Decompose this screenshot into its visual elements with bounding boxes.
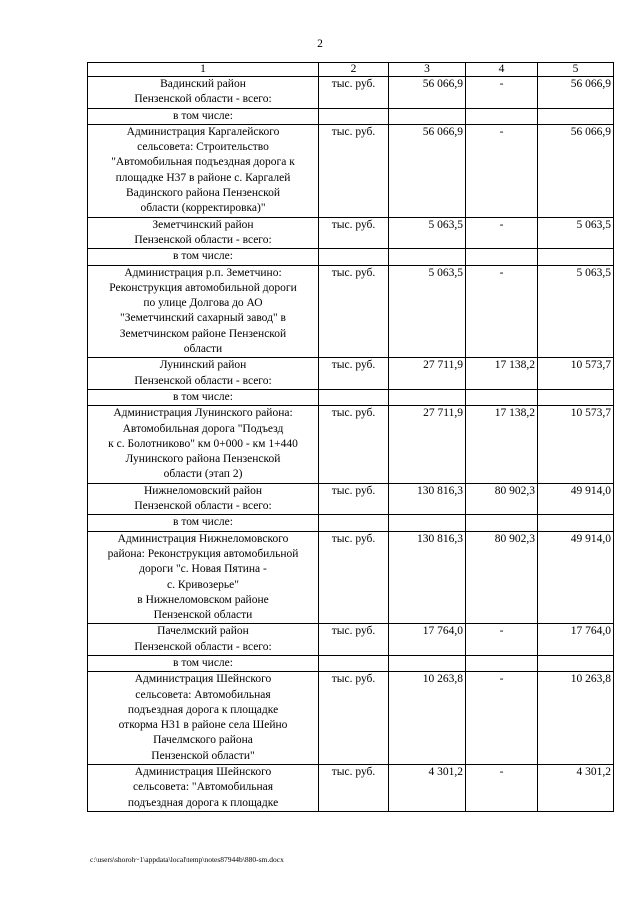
- value-col4: -: [466, 217, 538, 249]
- item-name: Администрация Нижнеломовского района: Реконструкция автомобильной дороги "с. Новая Пятина - с. Кривозерье" в Нижнеломовском районе Пензенской области: [88, 531, 319, 624]
- value-col5: 4 301,2: [538, 765, 614, 812]
- empty-cell: [319, 108, 389, 124]
- value-col3: 56 066,9: [389, 124, 466, 217]
- value-col5: 49 914,0: [538, 531, 614, 624]
- value-col5: 10 573,7: [538, 358, 614, 390]
- value-col5: 5 063,5: [538, 265, 614, 358]
- empty-cell: [538, 108, 614, 124]
- value-col4: -: [466, 672, 538, 765]
- value-col3: 10 263,8: [389, 672, 466, 765]
- value-col4: -: [466, 624, 538, 656]
- table-row: [88, 672, 614, 765]
- empty-cell: [389, 655, 466, 671]
- empty-cell: [389, 108, 466, 124]
- unit-cell: тыс. руб.: [319, 124, 389, 217]
- table-row: [88, 358, 614, 390]
- unit-cell: тыс. руб.: [319, 265, 389, 358]
- value-col3: 130 816,3: [389, 531, 466, 624]
- empty-cell: [319, 389, 389, 405]
- column-header: 2: [319, 63, 389, 77]
- subtotal-label: в том числе:: [88, 655, 319, 671]
- unit-cell: тыс. руб.: [319, 406, 389, 483]
- value-col3: 130 816,3: [389, 483, 466, 515]
- file-path-footer: c:\users\shoroh~1\appdata\local\temp\notes87944b\880-sm.docx: [90, 855, 284, 864]
- subtotal-label: в том числе:: [88, 249, 319, 265]
- unit-cell: тыс. руб.: [319, 217, 389, 249]
- table-row: [88, 655, 614, 671]
- unit-cell: тыс. руб.: [319, 483, 389, 515]
- empty-cell: [538, 655, 614, 671]
- value-col5: 17 764,0: [538, 624, 614, 656]
- item-name: Администрация Каргалейского сельсовета: Строительство "Автомобильная подъездная дорога к площадке Н37 в районе с. Каргалей Вадинского района Пензенской области (корректировка)": [88, 124, 319, 217]
- item-name: Администрация Шейнского сельсовета: Автомобильная подъездная дорога к площадке откорма Н31 в районе села Шейно Пачелмского района Пензенской области": [88, 672, 319, 765]
- unit-cell: тыс. руб.: [319, 531, 389, 624]
- page-number: 2: [317, 38, 323, 50]
- item-name: Администрация Лунинского района: Автомобильная дорога "Подъезд к с. Болотниково" км 0+000 - км 1+440 Лунинского района Пензенской области (этап 2): [88, 406, 319, 483]
- table-row: [88, 124, 614, 217]
- value-col4: -: [466, 765, 538, 812]
- subtotal-label: в том числе:: [88, 389, 319, 405]
- table-row: [88, 108, 614, 124]
- column-header: 4: [466, 63, 538, 77]
- empty-cell: [466, 108, 538, 124]
- item-name: Лунинский район Пензенской области - всего:: [88, 358, 319, 390]
- unit-cell: тыс. руб.: [319, 77, 389, 109]
- subtotal-label: в том числе:: [88, 108, 319, 124]
- empty-cell: [389, 515, 466, 531]
- table-row: [88, 515, 614, 531]
- empty-cell: [389, 389, 466, 405]
- empty-cell: [319, 515, 389, 531]
- item-name: Земетчинский район Пензенской области - всего:: [88, 217, 319, 249]
- column-header: 3: [389, 63, 466, 77]
- value-col4: 17 138,2: [466, 406, 538, 483]
- value-col4: -: [466, 265, 538, 358]
- table-row: [88, 77, 614, 109]
- budget-table: [87, 62, 614, 812]
- value-col4: 17 138,2: [466, 358, 538, 390]
- item-name: Нижнеломовский район Пензенской области - всего:: [88, 483, 319, 515]
- value-col5: 5 063,5: [538, 217, 614, 249]
- unit-cell: тыс. руб.: [319, 624, 389, 656]
- value-col5: 10 573,7: [538, 406, 614, 483]
- table-row: [88, 265, 614, 358]
- empty-cell: [319, 249, 389, 265]
- item-name: Пачелмский район Пензенской области - всего:: [88, 624, 319, 656]
- value-col3: 56 066,9: [389, 77, 466, 109]
- empty-cell: [319, 655, 389, 671]
- value-col5: 56 066,9: [538, 77, 614, 109]
- table-row: [88, 389, 614, 405]
- value-col3: 27 711,9: [389, 358, 466, 390]
- table-row: [88, 531, 614, 624]
- item-name: Вадинский район Пензенской области - всего:: [88, 77, 319, 109]
- value-col3: 17 764,0: [389, 624, 466, 656]
- empty-cell: [466, 515, 538, 531]
- unit-cell: тыс. руб.: [319, 672, 389, 765]
- unit-cell: тыс. руб.: [319, 358, 389, 390]
- empty-cell: [389, 249, 466, 265]
- unit-cell: тыс. руб.: [319, 765, 389, 812]
- table-row: [88, 624, 614, 656]
- item-name: Администрация р.п. Земетчино: Реконструкция автомобильной дороги по улице Долгова до АО "Земетчинский сахарный завод" в Земетчинском районе Пензенской области: [88, 265, 319, 358]
- value-col5: 56 066,9: [538, 124, 614, 217]
- value-col4: 80 902,3: [466, 483, 538, 515]
- value-col5: 10 263,8: [538, 672, 614, 765]
- subtotal-label: в том числе:: [88, 515, 319, 531]
- empty-cell: [466, 389, 538, 405]
- empty-cell: [538, 515, 614, 531]
- value-col5: 49 914,0: [538, 483, 614, 515]
- value-col4: -: [466, 77, 538, 109]
- value-col3: 5 063,5: [389, 265, 466, 358]
- table-row: [88, 249, 614, 265]
- value-col4: 80 902,3: [466, 531, 538, 624]
- column-header: 5: [538, 63, 614, 77]
- empty-cell: [538, 389, 614, 405]
- table-row: [88, 217, 614, 249]
- item-name: Администрация Шейнского сельсовета: "Автомобильная подъездная дорога к площадке: [88, 765, 319, 812]
- table-row: [88, 765, 614, 812]
- table-row: [88, 406, 614, 483]
- value-col3: 5 063,5: [389, 217, 466, 249]
- table-row: [88, 483, 614, 515]
- value-col4: -: [466, 124, 538, 217]
- table-body: [88, 77, 614, 812]
- table-header-row: [88, 63, 614, 77]
- column-header: 1: [88, 63, 319, 77]
- empty-cell: [466, 655, 538, 671]
- empty-cell: [538, 249, 614, 265]
- empty-cell: [466, 249, 538, 265]
- value-col3: 4 301,2: [389, 765, 466, 812]
- value-col3: 27 711,9: [389, 406, 466, 483]
